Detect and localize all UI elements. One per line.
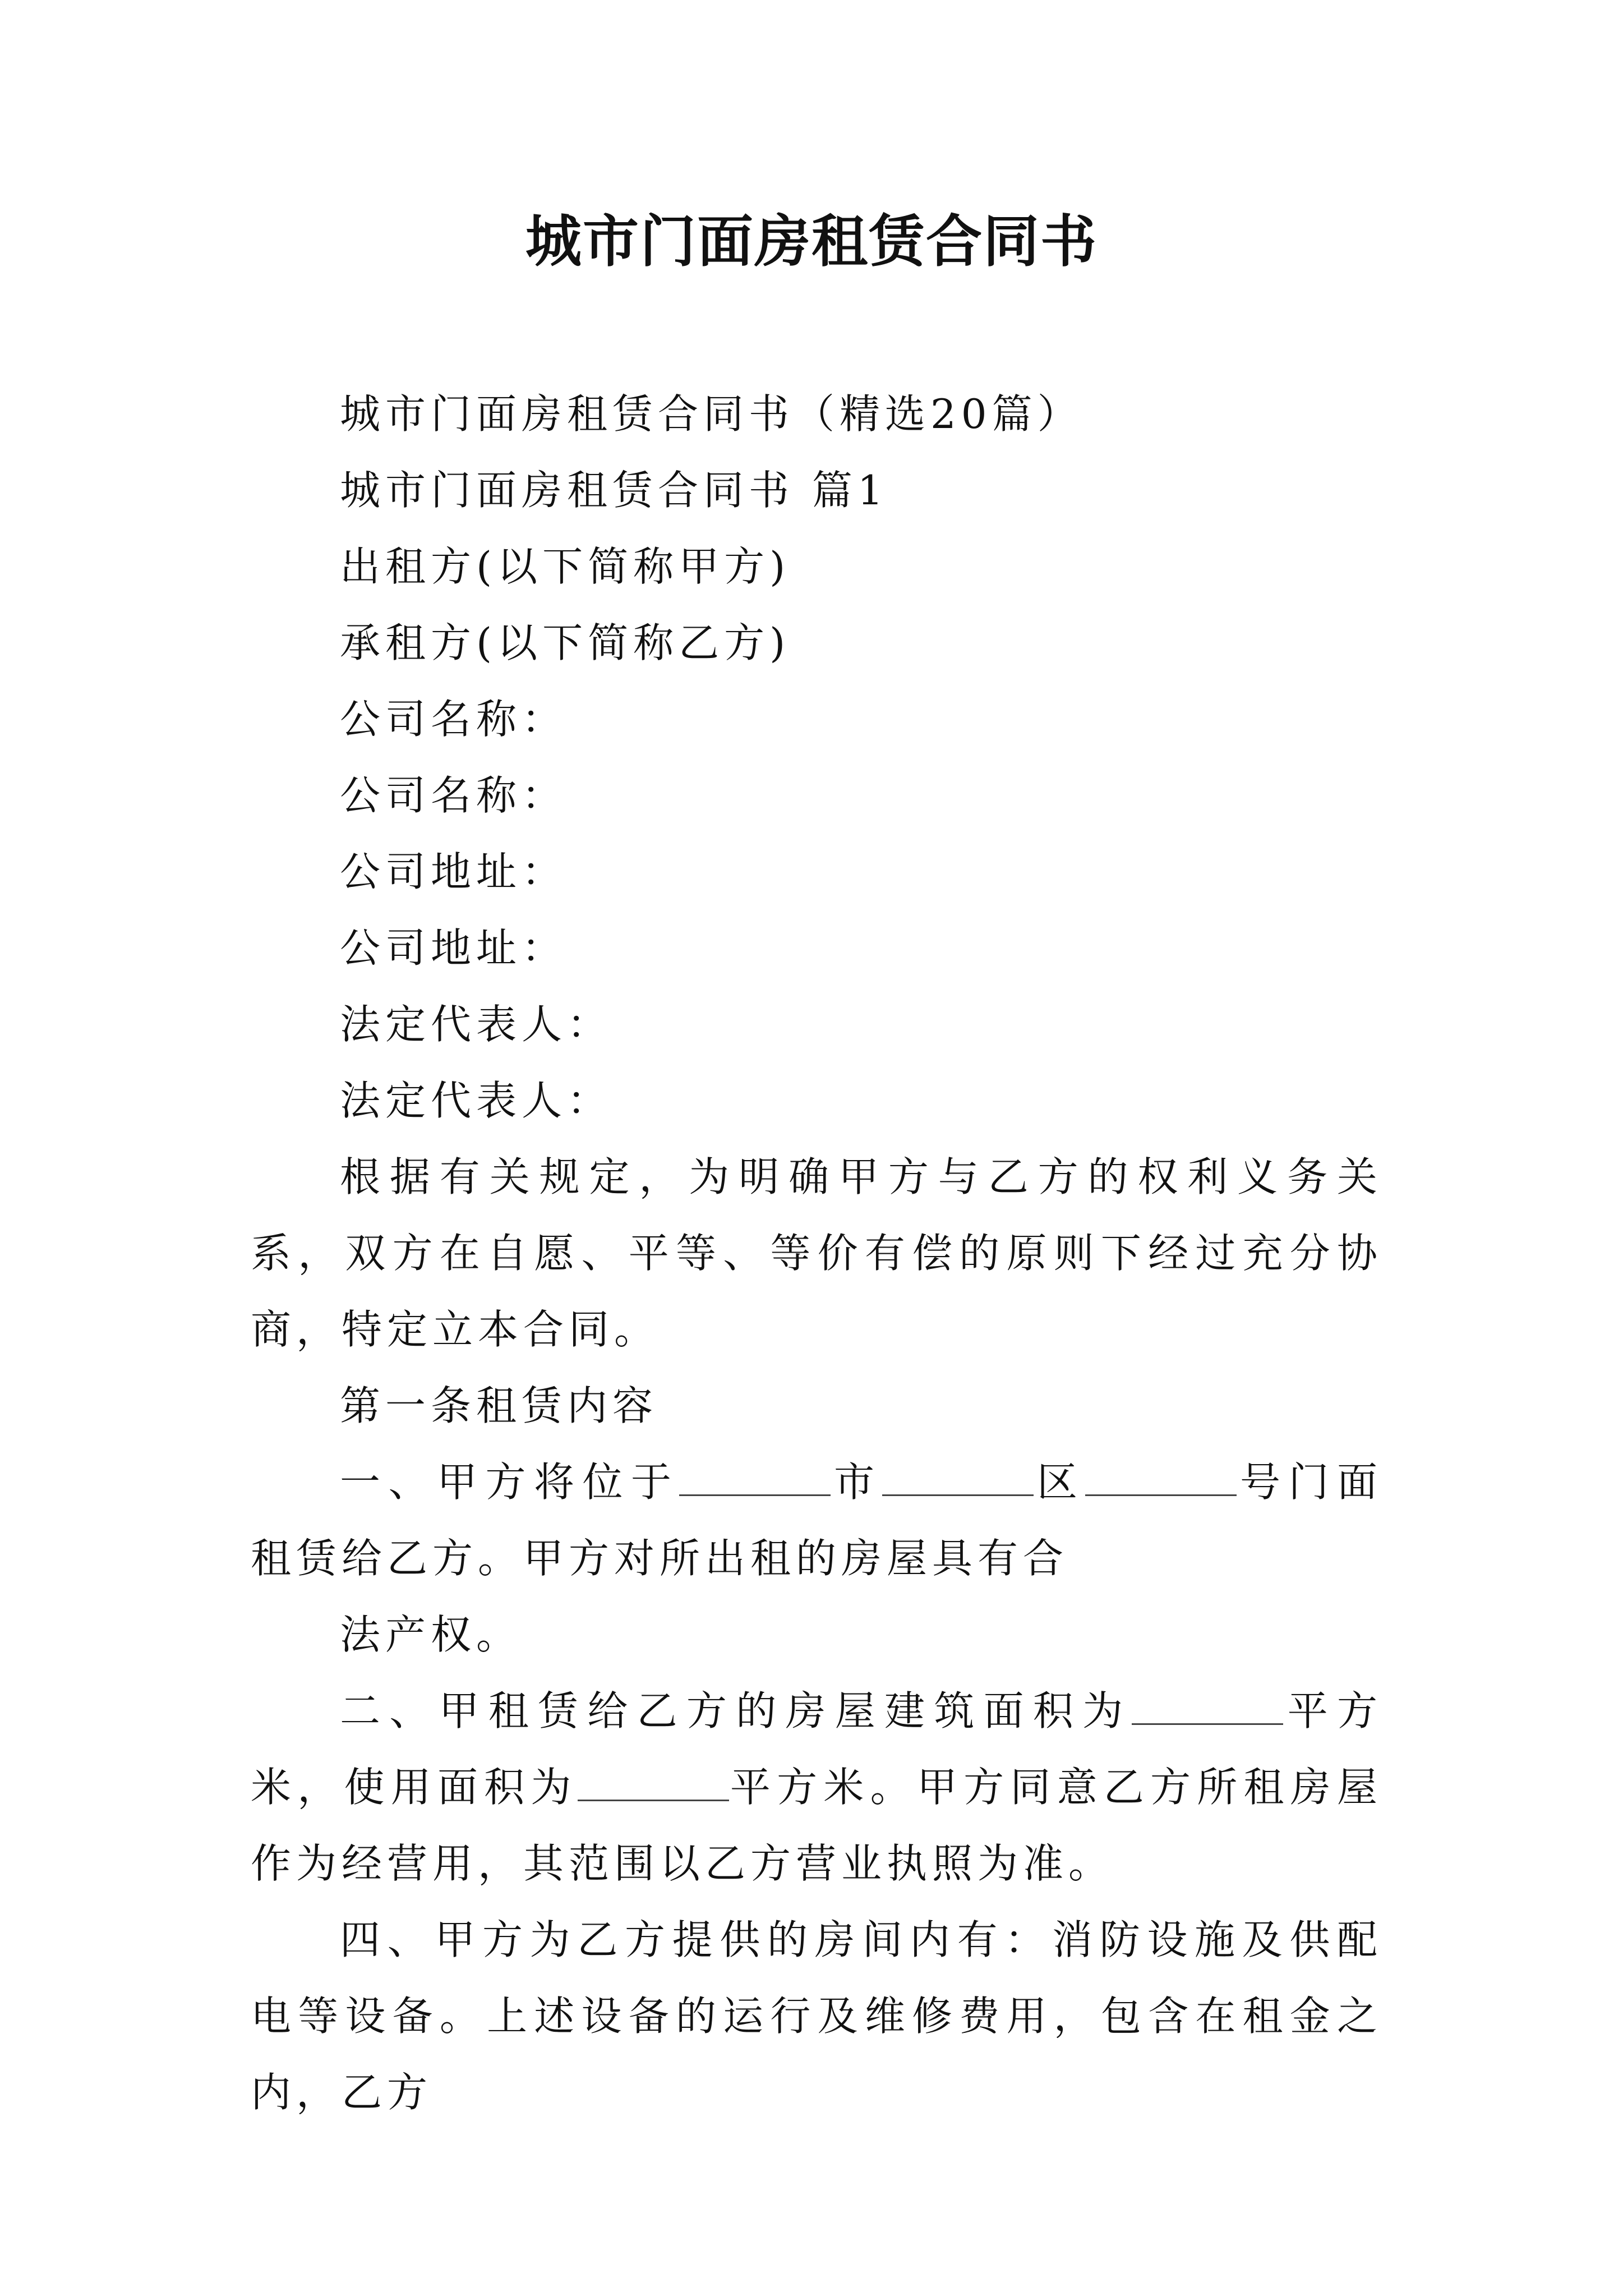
company-address-line: 公司地址： [340,848,568,895]
lessor-line: 出租方(以下简称甲方) [340,543,791,590]
clause1-tail: 法产权。 [340,1611,522,1658]
clause1-text: 区 [1034,1458,1086,1506]
blank-underline [882,1461,1034,1496]
document-title: 城市门面房租赁合同书 [525,208,1098,274]
chapter-line: 城市门面房租赁合同书 篇1 [340,467,888,514]
clause1-text: 号门面租赁给乙方。甲方对所出租的房屋具有合 [251,1458,1382,1582]
clause1-text: 一、甲方将位于 [340,1458,680,1506]
lessee-line: 承租方(以下简称乙方) [340,619,791,666]
legal-representative-line: 法定代表人： [340,1001,613,1048]
blank-underline [679,1461,831,1496]
clause2-text: 平方米，使用面积为 [251,1687,1382,1811]
legal-representative-line: 法定代表人： [340,1077,613,1124]
blank-underline [1085,1461,1237,1496]
article1-heading: 第一条租赁内容 [340,1382,658,1429]
clause1-paragraph [251,1444,1382,1596]
company-address-line: 公司地址： [340,924,568,972]
subtitle-line: 城市门面房租赁合同书（精选20篇） [340,390,1083,438]
preamble-paragraph: 根据有关规定，为明确甲方与乙方的权利义务关系，双方在自愿、平等、等价有偿的原则下经过充分协商，特定立本合同。 [251,1153,1382,1353]
clause1-text: 市 [831,1458,883,1506]
blank-underline [578,1766,729,1801]
clause2-paragraph [251,1673,1382,1902]
document-body [251,376,1382,2131]
clause4-paragraph: 四、甲方为乙方提供的房间内有：消防设施及供配电等设备。上述设备的运行及维修费用，包含在租金之内，乙方 [251,1916,1382,2116]
blank-underline [1132,1690,1283,1725]
clause2-text: 二、甲租赁给乙方的房屋建筑面积为 [340,1687,1132,1734]
company-name-line: 公司名称： [340,772,568,819]
clause2-text: 平方米。甲方同意乙方所租房屋作为经营用，其范围以乙方营业执照为准。 [251,1764,1382,1887]
company-name-line: 公司名称： [340,696,568,743]
